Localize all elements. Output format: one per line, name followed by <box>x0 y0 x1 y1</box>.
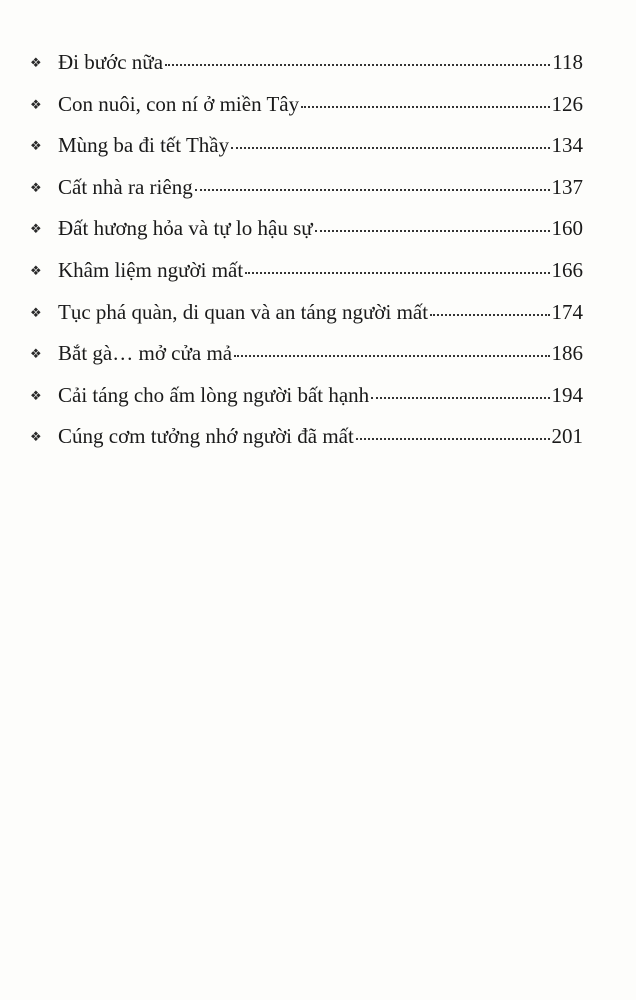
diamond-bullet-icon: ❖ <box>30 96 42 112</box>
toc-entry-title: Khâm liệm người mất <box>58 257 244 282</box>
toc-entry-page: 194 <box>551 382 583 407</box>
toc-entry-page: 118 <box>552 50 583 74</box>
toc-entry <box>30 52 583 94</box>
table-of-contents <box>30 52 583 468</box>
toc-entry-title: Mùng ba đi tết Thầy <box>58 133 230 158</box>
dot-leader <box>430 312 549 316</box>
diamond-bullet-icon: ❖ <box>30 262 42 278</box>
dot-leader <box>195 187 550 191</box>
toc-entry-title: Con nuôi, con ní ở miền Tây <box>58 91 300 116</box>
diamond-bullet-icon: ❖ <box>30 138 42 154</box>
toc-entry <box>30 135 583 177</box>
toc-entry-page: 201 <box>551 424 583 449</box>
toc-entry <box>30 382 583 427</box>
toc-entry-title: Cúng cơm tưởng nhớ người đã mất <box>58 424 354 449</box>
diamond-bullet-icon: ❖ <box>30 179 42 195</box>
toc-entry <box>30 257 583 302</box>
toc-entry-page: 160 <box>551 216 583 241</box>
toc-entry <box>30 91 583 136</box>
diamond-bullet-icon: ❖ <box>30 429 42 445</box>
dot-leader <box>165 62 550 66</box>
toc-entry-page: 137 <box>551 174 583 199</box>
dot-leader <box>301 104 549 108</box>
dot-leader <box>234 353 549 357</box>
dot-leader <box>315 228 550 232</box>
diamond-bullet-icon: ❖ <box>30 387 42 403</box>
toc-entry <box>30 343 583 385</box>
toc-entry-title: Đi bước nữa <box>58 50 164 74</box>
toc-entry <box>30 218 583 260</box>
toc-entry-title: Đất hương hỏa và tự lo hậu sự <box>58 216 313 241</box>
diamond-bullet-icon: ❖ <box>30 221 42 237</box>
dot-leader <box>245 270 549 274</box>
toc-entry-title: Cải táng cho ấm lòng người bất hạnh <box>58 382 370 407</box>
diamond-bullet-icon: ❖ <box>30 346 42 362</box>
toc-entry-page: 166 <box>551 257 583 282</box>
toc-entry-page: 134 <box>551 133 583 158</box>
toc-entry-title: Tục phá quàn, di quan và an táng người mất <box>58 299 429 324</box>
dot-leader <box>231 145 549 149</box>
diamond-bullet-icon: ❖ <box>30 304 42 320</box>
toc-entry <box>30 299 583 344</box>
dot-leader <box>371 395 549 399</box>
toc-entry <box>30 174 583 219</box>
toc-entry-page: 126 <box>551 91 583 116</box>
toc-entry-title: Bắt gà… mở cửa mả <box>58 341 233 366</box>
toc-entry-page: 186 <box>551 341 583 366</box>
toc-entry <box>30 426 583 468</box>
dot-leader <box>356 436 550 440</box>
toc-entry-page: 174 <box>551 299 583 324</box>
diamond-bullet-icon: ❖ <box>30 55 42 70</box>
toc-entry-title: Cất nhà ra riêng <box>58 174 193 199</box>
